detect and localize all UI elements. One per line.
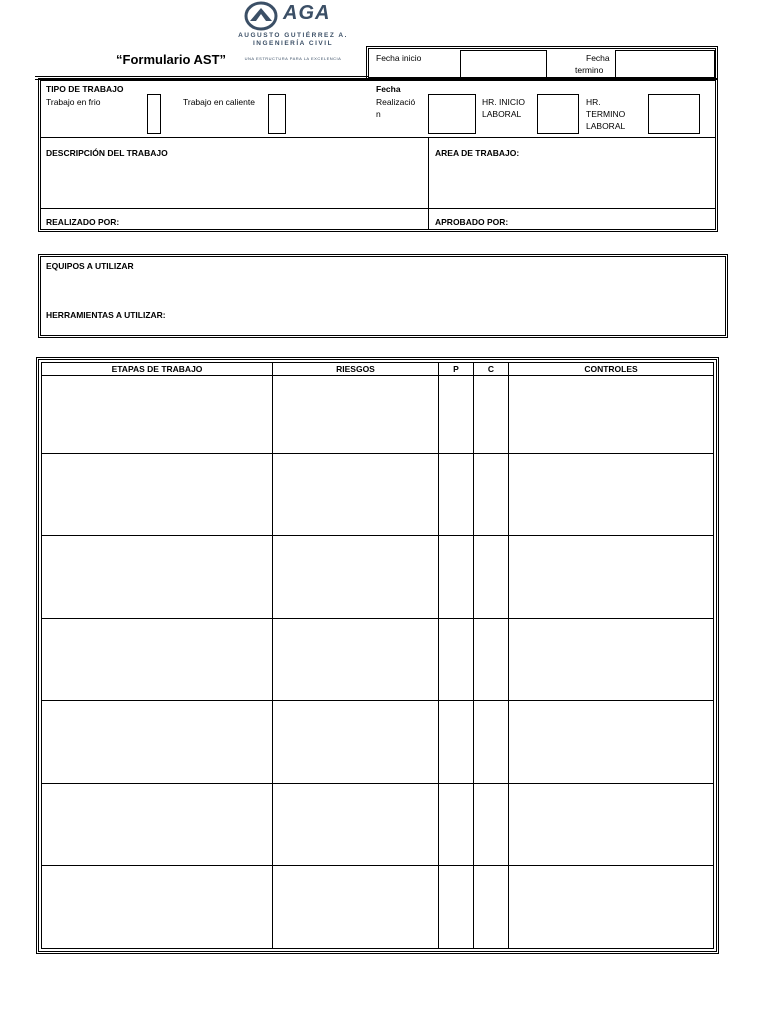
riesgo-cell[interactable]: [273, 618, 439, 701]
area-trabajo-field[interactable]: [430, 160, 714, 207]
fecha-inicio-label: Fecha inicio: [376, 53, 422, 63]
col-p-header: P: [439, 363, 474, 376]
table-row: [42, 618, 714, 701]
control-cell[interactable]: [509, 453, 714, 536]
mountain-circle-icon: [244, 1, 278, 31]
riesgo-cell[interactable]: [273, 701, 439, 784]
col-etapas-header: ETAPAS DE TRABAJO: [42, 363, 273, 376]
herramientas-label: HERRAMIENTAS A UTILIZAR:: [46, 310, 166, 320]
steps-table-frame: [36, 357, 719, 954]
control-cell[interactable]: [509, 783, 714, 866]
logo-tagline: UNA ESTRUCTURA PARA LA EXCELENCIA: [244, 56, 342, 61]
p-cell[interactable]: [439, 453, 474, 536]
riesgo-cell[interactable]: [273, 866, 439, 949]
fecha-realizacion-title: Fecha: [376, 84, 401, 94]
fecha-realizacion-label-1: Realizació: [376, 97, 416, 107]
table-row: [42, 701, 714, 784]
c-cell[interactable]: [474, 618, 509, 701]
company-logo: [228, 0, 358, 66]
fecha-realizacion-field[interactable]: [428, 94, 476, 134]
control-cell[interactable]: [509, 701, 714, 784]
table-row: [42, 376, 714, 454]
logo-company-name: AUGUSTO GUTIÉRREZ A.: [238, 32, 348, 39]
logo-company-subtitle: INGENIERÍA CIVIL: [252, 40, 334, 47]
control-cell[interactable]: [509, 536, 714, 619]
equipos-field[interactable]: [46, 273, 718, 305]
table-row: [42, 453, 714, 536]
tipo-trabajo-title: TIPO DE TRABAJO: [46, 84, 124, 94]
trabajo-caliente-label: Trabajo en caliente: [183, 97, 255, 107]
aprobado-por-label: APROBADO POR:: [435, 217, 509, 227]
divider-tipo: [41, 137, 715, 138]
steps-table: [41, 362, 714, 949]
realizado-por-label: REALIZADO POR:: [46, 217, 120, 227]
c-cell[interactable]: [474, 536, 509, 619]
riesgo-cell[interactable]: [273, 783, 439, 866]
fecha-termino-label-1: Fecha: [586, 53, 610, 63]
fecha-inicio-field[interactable]: [460, 50, 547, 78]
etapa-cell[interactable]: [42, 376, 273, 454]
riesgo-cell[interactable]: [273, 536, 439, 619]
divider-area: [428, 137, 429, 229]
area-trabajo-label: AREA DE TRABAJO:: [435, 148, 520, 158]
etapa-cell[interactable]: [42, 866, 273, 949]
etapa-cell[interactable]: [42, 618, 273, 701]
control-cell[interactable]: [509, 618, 714, 701]
c-cell[interactable]: [474, 783, 509, 866]
hr-termino-field[interactable]: [648, 94, 700, 134]
steps-table-header: [42, 363, 714, 376]
etapa-cell[interactable]: [42, 701, 273, 784]
c-cell[interactable]: [474, 701, 509, 784]
etapa-cell[interactable]: [42, 453, 273, 536]
fecha-realizacion-label-2: n: [376, 109, 381, 119]
table-row: [42, 536, 714, 619]
hr-inicio-label-2: LABORAL: [482, 109, 522, 119]
p-cell[interactable]: [439, 783, 474, 866]
form-title: “Formulario AST”: [116, 52, 227, 67]
hr-termino-label-3: LABORAL: [586, 121, 626, 131]
divider-desc: [41, 208, 715, 209]
riesgo-cell[interactable]: [273, 376, 439, 454]
table-row: [42, 866, 714, 949]
fecha-termino-field[interactable]: [615, 50, 715, 78]
etapa-cell[interactable]: [42, 783, 273, 866]
hr-termino-label-2: TERMINO: [586, 109, 626, 119]
col-controles-header: CONTROLES: [509, 363, 714, 376]
p-cell[interactable]: [439, 618, 474, 701]
hr-termino-label-1: HR.: [586, 97, 601, 107]
logo-brand: AGA: [283, 2, 331, 24]
trabajo-frio-checkbox[interactable]: [147, 94, 161, 134]
col-riesgos-header: RIESGOS: [273, 363, 439, 376]
hr-inicio-label-1: HR. INICIO: [482, 97, 525, 107]
descripcion-label: DESCRIPCIÓN DEL TRABAJO: [46, 148, 168, 158]
riesgo-cell[interactable]: [273, 453, 439, 536]
trabajo-frio-label: Trabajo en frio: [46, 97, 101, 107]
descripcion-field[interactable]: [41, 160, 427, 207]
c-cell[interactable]: [474, 453, 509, 536]
control-cell[interactable]: [509, 866, 714, 949]
p-cell[interactable]: [439, 701, 474, 784]
etapa-cell[interactable]: [42, 536, 273, 619]
col-c-header: C: [474, 363, 509, 376]
hr-inicio-field[interactable]: [537, 94, 579, 134]
control-cell[interactable]: [509, 376, 714, 454]
trabajo-caliente-checkbox[interactable]: [268, 94, 286, 134]
fecha-termino-label-2: termino: [575, 65, 604, 75]
p-cell[interactable]: [439, 376, 474, 454]
table-row: [42, 783, 714, 866]
c-cell[interactable]: [474, 866, 509, 949]
c-cell[interactable]: [474, 376, 509, 454]
p-cell[interactable]: [439, 536, 474, 619]
equipos-label: EQUIPOS A UTILIZAR: [46, 261, 134, 271]
p-cell[interactable]: [439, 866, 474, 949]
